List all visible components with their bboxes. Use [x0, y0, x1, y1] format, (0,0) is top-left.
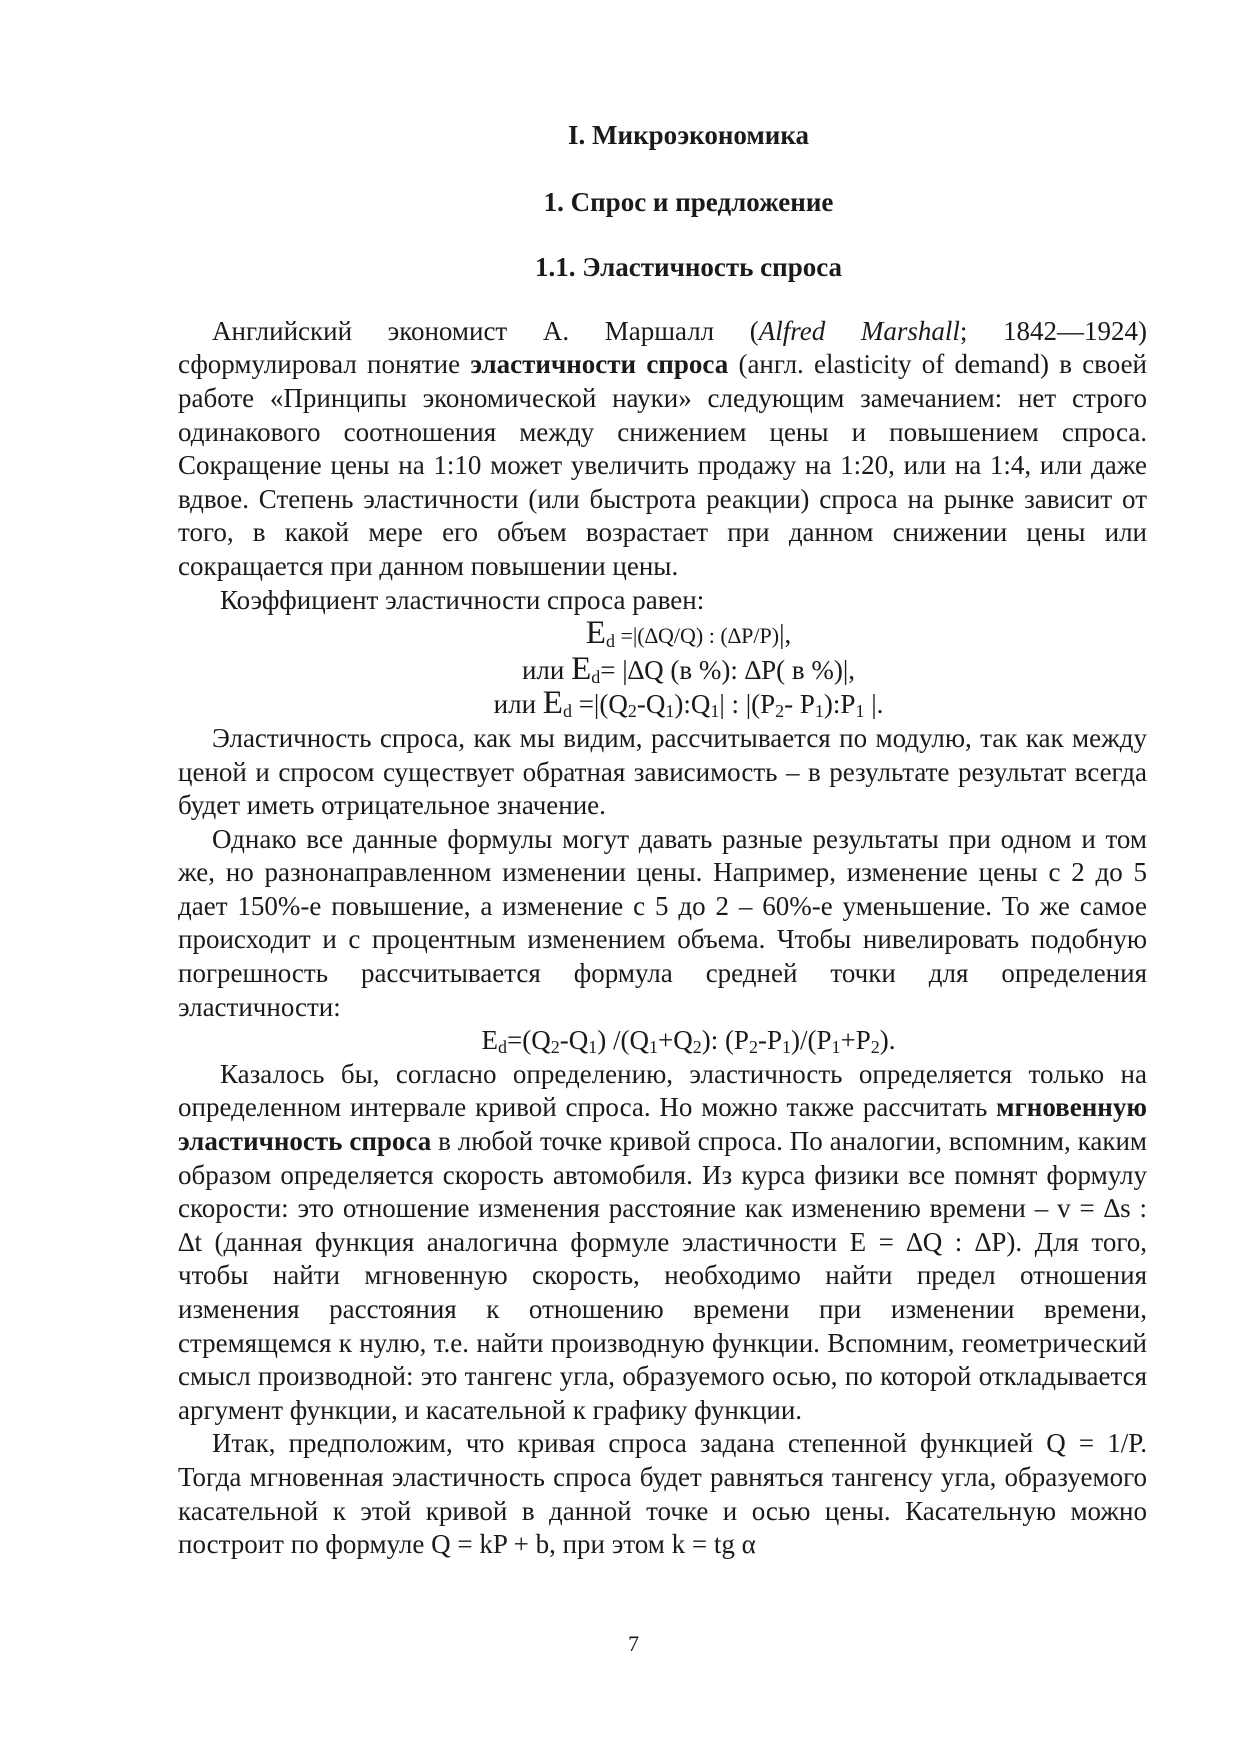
paragraph-power-function: Итак, предположим, что кривая спроса задана степенной функцией Q = 1/P. Тогда мгновенная эластичность спроса будет равняться тангенсу угла, образуемого касательной к этой кривой в данной точке и осью цены. Касательную можно построит по формуле Q = kP + b, при этом k = tg α	[178, 1428, 1147, 1560]
formula-text: или	[521, 654, 572, 685]
formula-text: ):P	[823, 689, 856, 720]
formula-subscript: 2	[748, 1037, 758, 1058]
formula-text: |.	[864, 689, 884, 720]
formula-midpoint	[204, 1024, 1173, 1058]
paragraph-midpoint-intro: Однако все данные формулы могут давать разные результаты при одном и том же, но разнонаправленном изменении цены. Например, изменение цены с 2 до 5 дает 150%-е повышение, а изменение с 5 до 2 – 60%-е уменьшение. То же самое происходит и с процентным изменением объема. Чтобы нивелировать подобную погрешность рассчитывается формула средней точки для определения эластичности:	[178, 823, 1147, 1022]
formula-text: )/(P	[790, 1025, 832, 1056]
formula-text: ).	[879, 1025, 896, 1056]
formula-subscript: 2	[627, 701, 637, 722]
term-elasticity-of-demand: эластичности спроса	[470, 349, 729, 380]
formula-text: ): (P	[701, 1025, 749, 1056]
formula-subscript: 2	[550, 1037, 560, 1058]
paragraph-instant-elasticity	[178, 1058, 1147, 1428]
formula-subscript: 2	[775, 701, 785, 722]
text-run: в любой точке кривой спроса. По аналогии, вспомним, каким образом определяется скорость автомобиля. Из курса физики все помнят формулу скорости: это отношение изменения расстояние как изменению времени – v = ∆s : ∆t (данная функция аналогична формуле эластичности E = ∆Q : ∆P). Для того, чтобы найти мгновенную скорость, необходимо найти предел отношения изменения расстояния к отношению времени при изменении времени, стремящемся к нулю, т.е. найти производную функции. Вспомним, геометрический смысл производной: это тангенс угла, образуемого осью, по которой откладывается аргумент функции, и касательной к графику функции.	[178, 1126, 1147, 1425]
author-name-english: Alfred Marshall	[758, 315, 960, 346]
formula-subscript: d	[562, 701, 572, 722]
text-run: Казалось бы, согласно определению, эластичность определяется только на определенном интервале кривой спроса. Но можно также рассчитать	[178, 1058, 1147, 1123]
formula-subscript: 2	[692, 1037, 702, 1058]
paragraph-coefficient-intro: Коэффициент эластичности спроса равен:	[220, 584, 705, 615]
formula-subscript: 1	[855, 701, 865, 722]
formula-subscript: 2	[870, 1037, 880, 1058]
formula-text: - P	[784, 689, 815, 720]
formula-text: или	[493, 689, 543, 720]
formula-2	[204, 650, 1173, 688]
formula-1	[204, 617, 1173, 653]
formula-symbol: E	[542, 685, 563, 722]
formula-text: ) /(Q	[597, 1025, 649, 1056]
text-run: Английский экономист А. Маршалл (	[212, 315, 759, 346]
part-heading: I. Микроэкономика	[568, 120, 809, 150]
formula-text: =|(Q	[571, 689, 628, 720]
formula-text: =|(∆Q/Q) : (∆P/P)	[614, 623, 780, 649]
text-run: ; 1842—1924) сформулировал понятие	[178, 315, 1147, 380]
formula-subscript: 1	[710, 701, 720, 722]
formula-3	[204, 687, 1173, 722]
formula-subscript: 1	[781, 1037, 791, 1058]
text-run: (англ. elasticity of demand) в своей работе «Принципы экономической науки» следующим замечанием: нет строго одинакового соотношения между снижением цены и повышением спроса. Сокращение цены на 1:10 может увеличить продажу на 1:20, или на 1:4, или даже вдвое. Степень эластичности (или быстрота реакции) спроса на рынке зависит от того, в какой мере его объем возрастает при данном снижении цены или сокращается при данном повышении цены.	[178, 349, 1148, 581]
formula-text: ):Q	[674, 689, 711, 720]
formula-subscript: d	[605, 631, 615, 652]
formula-text: -P	[757, 1025, 782, 1056]
formula-text: +Q	[657, 1025, 693, 1056]
formula-subscript: 1	[665, 701, 675, 722]
page-content	[178, 119, 1147, 1562]
formula-subscript: 1	[588, 1037, 598, 1058]
formula-subscript: d	[591, 666, 601, 687]
section-heading: 1.1. Эластичность спроса	[534, 252, 843, 283]
formula-subscript: d	[498, 1037, 508, 1058]
formula-text: -Q	[636, 689, 666, 720]
formula-subscript: 1	[648, 1037, 658, 1058]
formula-text: | : |(P	[719, 689, 776, 720]
formula-symbol: E	[481, 1025, 499, 1056]
term-instant-elasticity: мгновенную эластичность спроса	[178, 1092, 1147, 1157]
formula-text: -Q	[559, 1025, 589, 1056]
formula-text: =(Q	[507, 1025, 551, 1056]
formula-symbol: E	[585, 615, 606, 652]
page-number: 7	[628, 1631, 639, 1656]
paragraph-modulus: Эластичность спроса, как мы видим, рассчитывается по модулю, так как между ценой и спросом существует обратная зависимость – в результате результат всегда будет иметь отрицательное значение.	[178, 722, 1147, 821]
formula-symbol: E	[571, 650, 592, 687]
formula-text: +P	[840, 1025, 871, 1056]
formula-text: |,	[779, 619, 792, 650]
formula-subscript: 1	[831, 1037, 841, 1058]
paragraph-marshall	[178, 315, 1147, 584]
formula-text: = |∆Q (в %): ∆P( в %)|,	[600, 654, 856, 685]
chapter-heading: 1. Спрос и предложение	[543, 186, 834, 217]
formula-subscript: 1	[814, 701, 824, 722]
